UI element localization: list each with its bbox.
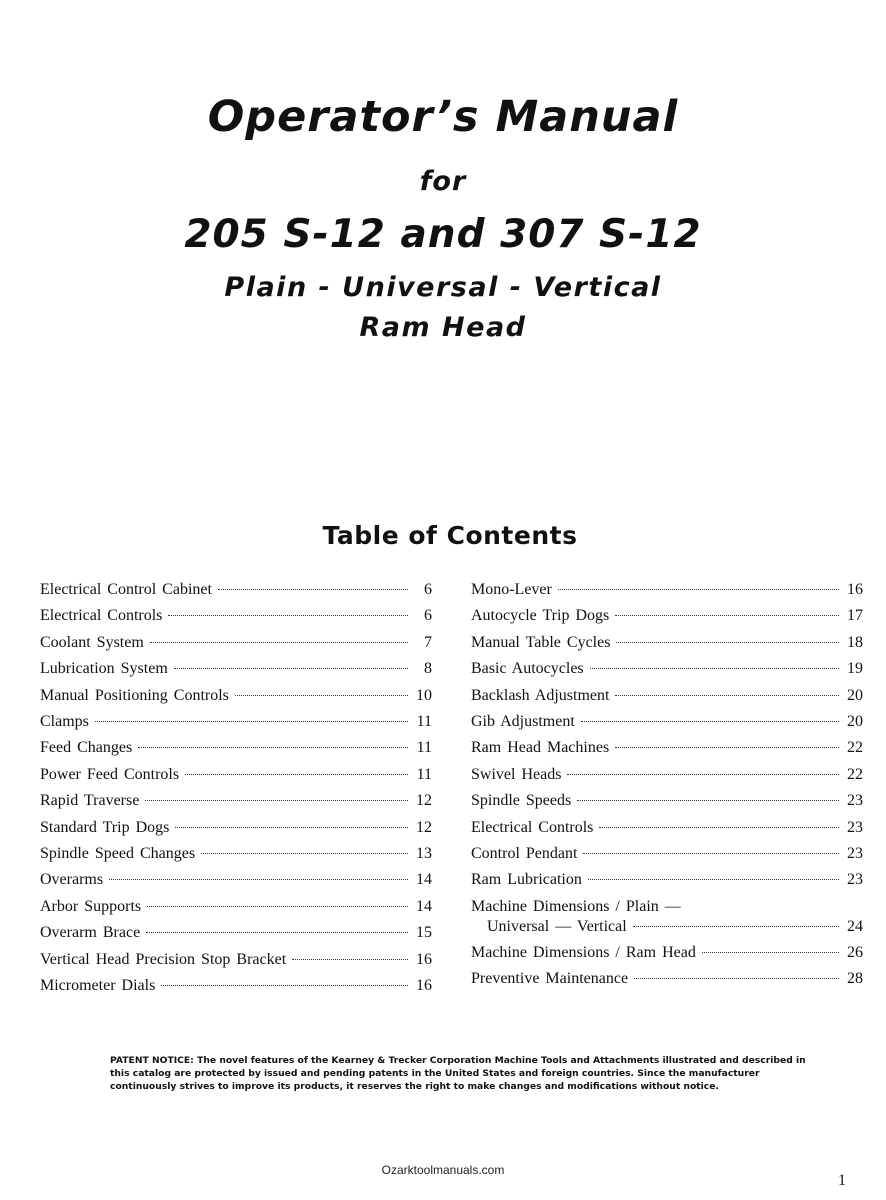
toc-entry-page: 6 <box>424 581 432 598</box>
toc-entry-label: Gib Adjustment <box>471 713 575 731</box>
leader-dots <box>145 800 408 801</box>
toc-entry <box>40 894 432 920</box>
leader-dots <box>633 926 839 927</box>
leader-dots <box>175 827 408 828</box>
toc-entry-page: 11 <box>416 713 432 731</box>
toc-entry-label: Machine Dimensions / Ram Head <box>471 943 696 961</box>
leader-dots <box>218 589 408 590</box>
toc-left-column <box>40 577 432 1000</box>
toc-entry-label: Arbor Supports <box>40 897 142 915</box>
toc-entry-label: Vertical Head Precision Stop Bracket <box>40 950 287 968</box>
toc-entry-page: 23 <box>847 845 863 863</box>
manual-title: Operator’s Manual <box>207 92 679 142</box>
toc-entry-label: Basic Autocycles <box>471 660 584 678</box>
toc-entry-label: Electrical Controls <box>471 818 594 836</box>
manual-title-for: for <box>419 166 467 197</box>
toc-entry-page: 20 <box>847 713 863 731</box>
patent-notice-text: The novel features of the Kearney & Trecker Corporation Machine Tools and Attachments illustrated and described in this catalog are protected by issued and pending patents in the United States and foreign countries. Since the manufacturer continuously strives to improve its products, it reserves the right to make changes and modifications without notice. <box>110 1055 806 1092</box>
toc-entry-label: Mono-Lever <box>471 581 552 598</box>
toc-entry-page: 6 <box>424 607 432 625</box>
toc-entry-page: 13 <box>416 845 432 863</box>
toc-entry-label: Ram Head Machines <box>471 739 610 757</box>
toc-entry <box>471 603 863 629</box>
toc-entry <box>471 867 863 893</box>
toc-entry <box>471 709 863 735</box>
toc-entry <box>471 841 863 867</box>
toc-entry-page: 20 <box>847 686 863 704</box>
leader-dots <box>168 615 408 616</box>
toc-entry-page: 23 <box>847 871 863 889</box>
toc-entry-label: Preventive Maintenance <box>471 970 629 988</box>
leader-dots <box>161 985 408 986</box>
toc-entry-page: 18 <box>847 633 863 651</box>
toc-entry-page: 28 <box>847 970 863 988</box>
leader-dots <box>185 774 408 775</box>
toc-entry-label: Coolant System <box>40 633 144 651</box>
toc-entry-page: 22 <box>847 765 863 783</box>
toc-entry <box>40 841 432 867</box>
toc-entry <box>471 966 863 992</box>
leader-dots <box>146 932 408 933</box>
leader-dots <box>95 721 408 722</box>
toc-entry <box>471 788 863 814</box>
toc-entry-label: Swivel Heads <box>471 765 562 783</box>
toc-entry <box>40 947 432 973</box>
leader-dots <box>616 642 839 643</box>
manual-types: Plain - Universal - Vertical <box>224 272 662 303</box>
toc-entry <box>471 683 863 709</box>
toc-entry-page: 24 <box>847 917 863 935</box>
toc-entry <box>471 656 863 682</box>
manual-subtype: Ram Head <box>359 312 527 343</box>
toc-entry-page: 8 <box>424 660 432 678</box>
leader-dots <box>634 978 839 979</box>
leader-dots <box>583 853 839 854</box>
leader-dots <box>615 695 839 696</box>
leader-dots <box>138 747 408 748</box>
leader-dots <box>702 952 839 953</box>
toc-entry-page: 19 <box>847 660 863 678</box>
toc-entry <box>471 735 863 761</box>
leader-dots <box>590 668 839 669</box>
toc-entry-page: 11 <box>416 765 432 783</box>
toc-entry <box>40 603 432 629</box>
toc-entry <box>471 577 863 603</box>
toc-entry-label: Backlash Adjustment <box>471 686 610 704</box>
toc-entry-label-line2: Universal — Vertical <box>487 917 627 935</box>
toc-entry-label: Electrical Controls <box>40 607 163 625</box>
toc-entry <box>471 762 863 788</box>
toc-entry-page: 10 <box>416 686 432 704</box>
toc-entry <box>40 920 432 946</box>
toc-entry-label: Manual Positioning Controls <box>40 686 229 704</box>
toc-entry-page: 12 <box>416 792 432 810</box>
toc-entry <box>40 577 432 603</box>
toc-entry-page: 7 <box>424 633 432 651</box>
leader-dots <box>147 906 408 907</box>
toc-entry-page: 14 <box>416 871 432 889</box>
leader-dots <box>577 800 839 801</box>
leader-dots <box>581 721 839 722</box>
leader-dots <box>567 774 839 775</box>
toc-entry-page: 23 <box>847 818 863 836</box>
leader-dots <box>174 668 408 669</box>
leader-dots <box>615 615 839 616</box>
toc-entry-label: Clamps <box>40 713 89 731</box>
toc-entry-page: 14 <box>416 897 432 915</box>
leader-dots <box>235 695 408 696</box>
toc-entry-label: Electrical Control Cabinet <box>40 581 212 598</box>
patent-notice-label: PATENT NOTICE: <box>110 1055 194 1066</box>
toc-entry-label: Ram Lubrication <box>471 871 582 889</box>
toc-entry-label: Spindle Speed Changes <box>40 845 196 863</box>
toc-entry-label: Rapid Traverse <box>40 792 140 810</box>
toc-entry-label: Overarms <box>40 871 104 889</box>
toc-entry-label: Standard Trip Dogs <box>40 818 170 836</box>
toc-entry-line2 <box>471 917 863 937</box>
leader-dots <box>109 879 408 880</box>
toc-entry <box>40 762 432 788</box>
toc-heading: Table of Contents <box>322 521 578 550</box>
leader-dots <box>150 642 408 643</box>
toc-entry-page: 15 <box>416 924 432 942</box>
toc-entry-label: Control Pendant <box>471 845 578 863</box>
toc-entry-label: Lubrication System <box>40 660 168 678</box>
toc-entry-label: Power Feed Controls <box>40 765 180 783</box>
manual-models: 205 S-12 and 307 S-12 <box>184 212 702 257</box>
toc-entry-label: Manual Table Cycles <box>471 633 611 651</box>
leader-dots <box>599 827 839 828</box>
toc-entry-label: Overarm Brace <box>40 924 141 942</box>
toc-entry <box>471 815 863 841</box>
toc-entry <box>40 788 432 814</box>
toc-entry-page: 26 <box>847 943 863 961</box>
page-number: 1 <box>838 1172 846 1189</box>
leader-dots <box>201 853 408 854</box>
toc-entry <box>40 656 432 682</box>
toc-entry <box>40 630 432 656</box>
toc-entry <box>40 683 432 709</box>
toc-entry-page: 17 <box>847 607 863 625</box>
toc-entry-page: 16 <box>847 581 863 598</box>
toc-entry-page: 23 <box>847 792 863 810</box>
toc-right-column <box>471 577 863 993</box>
toc-entry-label: Micrometer Dials <box>40 977 156 995</box>
toc-entry <box>40 867 432 893</box>
toc-entry <box>40 709 432 735</box>
toc-entry-multiline <box>471 894 863 940</box>
footer-site: Ozarktoolmanuals.com <box>381 1163 505 1177</box>
toc-entry <box>40 815 432 841</box>
leader-dots <box>588 879 839 880</box>
toc-entry-label: Spindle Speeds <box>471 792 572 810</box>
toc-entry <box>471 940 863 966</box>
patent-notice <box>110 1054 810 1093</box>
toc-entry-page: 16 <box>416 950 432 968</box>
toc-entry <box>40 735 432 761</box>
toc-entry-label: Autocycle Trip Dogs <box>471 607 610 625</box>
leader-dots <box>615 747 839 748</box>
leader-dots <box>558 589 839 590</box>
toc-entry-page: 11 <box>416 739 432 757</box>
toc-entry-label-line1: Machine Dimensions / Plain — <box>471 897 681 915</box>
toc-entry-page: 16 <box>416 977 432 995</box>
toc-entry <box>471 630 863 656</box>
toc-entry-page: 22 <box>847 739 863 757</box>
toc-entry-label: Feed Changes <box>40 739 133 757</box>
leader-dots <box>292 959 408 960</box>
toc-entry <box>40 973 432 999</box>
toc-entry-page: 12 <box>416 818 432 836</box>
